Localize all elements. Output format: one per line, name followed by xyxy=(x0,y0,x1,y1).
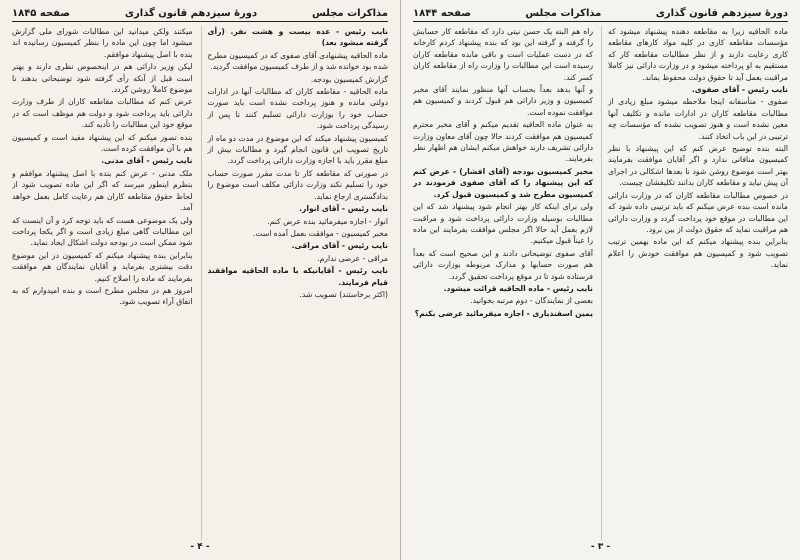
journal-title: مذاکرات مجلس xyxy=(525,8,602,19)
paragraph: مخبر کمیسیون - موافقت بعمل آمده است. xyxy=(253,228,388,238)
paragraph: در خصوص مطالبات مقاطعه کاران که در وزارت دارائی مانده است بنده عرض میکنم که باید ترتیبی داده شود که این مطالبات در موقع خود پرداخت گردد و وزارت دارائی هم مراقبت نماید که حقوق دولت از بین نرود. xyxy=(608,190,788,234)
paragraph: ملک مدنی - عرض کنم بنده با اصل پیشنهاد موافقم و بنظرم اینطور میرسد که اگر این ماده تصویب شود از لحاظ حقوق مقاطعه کاران هم رعایت کامل بعمل خواهد آمد. xyxy=(12,168,193,213)
paragraph: بنابراین بنده پیشنهاد میکنم که کمیسیون در این موضوع دقت بیشتری بفرماید و آقایان نمایندگان هم موافقت بفرمایند که ماده را اصلاح کنیم. xyxy=(12,250,193,283)
page-header xyxy=(413,8,788,22)
paragraph: عرض کنم که مطالبات مقاطعه کاران از طرف وزارت دارائی باید پرداخت شود و دولت هم موظف است که در موقع خود این مطالبات را تأدیه کند. xyxy=(12,97,193,130)
column-left xyxy=(413,26,593,540)
session-title: دورهٔ سیزدهم قانون گذاری xyxy=(655,8,788,19)
paragraph: امروز هم در مجلس مطرح است و بنده امیدوارم که به اتفاق آراء تصویب شود. xyxy=(12,285,193,307)
paragraph: به عنوان ماده الحاقیه تقدیم میکنم و آقای مخبر محترم کمیسیون هم موافقت کردند حالا چون آقای معاون وزارت دارائی تشریف دارند خواهش میکنم ایشان هم اظهار نظر بفرمایند. xyxy=(413,120,593,164)
paragraph: بنابراین بنده پیشنهاد میکنم که این ماده بهمین ترتیب تصویب شود و کمیسیون هم موافقت خودش را اعلام نماید. xyxy=(608,237,788,270)
paragraph: لیکن وزیر دارائی هم در اینخصوص نظری دارند و بهتر است قبل از آنکه رأی گرفته شود توضیحاتی بدهند تا موضوع کاملاً روشن گردد. xyxy=(12,62,193,95)
session-title: دورهٔ سیزدهم قانون گذاری xyxy=(124,8,258,19)
column-right xyxy=(201,26,389,540)
page-footer: - ۳ - xyxy=(590,542,611,552)
paragraph: مراقی - عرضی ندارم. xyxy=(317,253,388,263)
speaker-line: نایب رئیس - آقای انوار. xyxy=(299,204,388,214)
page-header xyxy=(12,8,388,22)
paragraph: ماده الحاقیه زیرا به مقاطعه دهنده پیشنهاد میشود که مؤسسات مقاطعه کاری در کلیه مواد کارهای مقاطعه کاری رعایت دارند و از نظر مطالبات مقاطعه کار که مستقیم به او پرداخته میشود و در وزارت دارائی نیز کاملا مراقبت بعمل آید تا حقوق دولت محفوظ بماند. xyxy=(608,27,788,82)
paragraph: بنده تصور میکنم که این پیشنهاد مفید است و کمیسیون هم با آن موافقت کرده است. xyxy=(12,132,193,154)
paragraph: ولی برای اینکه کار بهتر انجام شود پیشنهاد شد که این مطالبات بوسیله وزارت دارائی پرداخت شود و مراقبت لازم بعمل آید حالا اگر مجلس موافقت بفرمایند این ماده را عیناً قبول میکنیم. xyxy=(413,202,593,246)
page-footer: - ۴ - xyxy=(190,542,210,552)
text-columns xyxy=(12,26,388,540)
page-number: صفحه ۱۸۴۵ xyxy=(12,8,71,19)
paragraph: (اکثر برخاستند) تصویب شد. xyxy=(299,289,388,299)
speaker-line: نایب رئیس - آقای صفوی. xyxy=(691,85,788,95)
paragraph: و آنها بدهد بعداً بحساب آنها منظور نمایند آقای مخبر کمیسیون و وزیر دارائی هم قبول کردند و کمیسیون هم موافقت نموده است. xyxy=(413,85,593,117)
speaker-line: نایب رئیس - ماده الحاقیه قرائت میشود. xyxy=(443,283,593,293)
journal-title: مذاکرات مجلس xyxy=(311,8,388,19)
paragraph: بعضی از نمایندگان - دوم مرتبه بخوانید. xyxy=(470,296,593,306)
paragraph: صفوی - متأسفانه اینجا ملاحظه میشود مبلغ زیادی از مطالبات مقاطعه کاران در ادارات مانده و تکلیف آنها معین نشده است و هنوز تصویب نشده که مؤسسات چه ترتیبی در این باب اتخاذ کنند. xyxy=(608,97,788,141)
paragraph: کمیسیون پیشنهاد میکند که این موضوع در مدت دو ماه از تاریخ تصویب این قانون انجام گیرد و مطالبات بیش از مبلغ مقرر باید با اجازه وزارت دارائی پرداخت گردد. xyxy=(207,133,388,166)
column-left xyxy=(12,26,193,540)
paragraph: آقای صفوی توضیحاتی دادند و این صحیح است که بعداً هم صورت حسابها و مدارک مربوطه بوزارت دارائی فرستاده شود تا در موقع پرداخت تحقیق گردد. xyxy=(413,248,593,281)
paragraph: البته بنده توضیح عرض کنم که این پیشنهاد با نظر کمیسیون منافاتی ندارد و اگر آقایان موافقت بفرمایند بهتر است موضوع روشن شود تا بعدها اشکالی در اجرای آن پیش نیاید و مقاطعه کاران بدانند تکلیفشان چیست. xyxy=(608,144,788,188)
speaker-line: مخبر کمیسیون بودجه (آقای افشار) - عرض کنم که این پیشنهاد را که آقای صفوی فرمودند در کمیسیون مطرح شد و کمیسیون قبول کرد. xyxy=(413,166,593,199)
text-columns xyxy=(413,26,788,540)
speaker-line: یمین اسفندیاری - اجازه میفرمائید عرضی بکنم؟ xyxy=(414,308,593,318)
paragraph: گزارش کمیسیون بودجه. xyxy=(310,74,388,84)
speaker-line: نایب رئیس - آقای مدنی. xyxy=(101,156,193,166)
speaker-line: نایب رئیس - آقای مراقی. xyxy=(291,241,388,251)
paragraph: در صورتی که مقاطعه کار تا مدت مقرر صورت حساب خود را تسلیم نکند وزارت دارائی مکلف است موضوع را بدادگستری ارجاع نماید. xyxy=(207,168,388,201)
speaker-line: نایب رئیس - آقایانیکه با ماده الحاقیه موافقند قیام فرمایند. xyxy=(207,266,388,287)
paragraph: میکنند ولکن میدانید این مطالبات شورای ملی گزارش میشود اما چون این ماده را بنظر کمیسیون رسانیده اند بنده با اصل پیشنهاد موافقم. xyxy=(12,27,193,59)
paragraph: انوار - اجازه میفرمائید بنده عرض کنم. xyxy=(267,216,388,226)
paragraph: ماده الحاقیه - مقاطعه کاران که مطالبات آنها در ادارات دولتی مانده و هنوز پرداخت نشده است باید صورت حساب خود را بوزارت دارائی تسلیم کنند تا پس از رسیدگی پرداخت شود. xyxy=(207,87,388,131)
column-right xyxy=(601,26,788,540)
page-number: صفحه ۱۸۴۴ xyxy=(413,8,472,19)
paragraph: راه هم البته یک حسن نیتی دارد که مقاطعه کار حسابش را گرفته و گرفته این بود که بنده پیشنهاد کردم کارخانه که در دست عملیات است و باقی مانده مقاطعه کاران رسیده است این مطالبات را وزارت راه از مقاطعه کاران کسر کند. xyxy=(413,27,593,82)
right-page xyxy=(400,0,800,560)
speaker-line: نایب رئیس - عده بیست و هشت نفر. (رأی گرفته میشود بعد) xyxy=(207,27,388,48)
paragraph: ولی یک موضوعی هست که باید توجه کرد و آن اینست که این مطالبات گاهی مبلغ زیادی است و اگر یکجا پرداخت شود ممکن است در بودجه دولت اشکال ایجاد نماید. xyxy=(12,215,193,248)
paragraph: ماده الحاقیه پیشنهادی آقای صفوی که در کمیسیون مطرح شده بود خوانده شد و از طرف کمیسیون موافقت گردید. xyxy=(207,50,388,72)
